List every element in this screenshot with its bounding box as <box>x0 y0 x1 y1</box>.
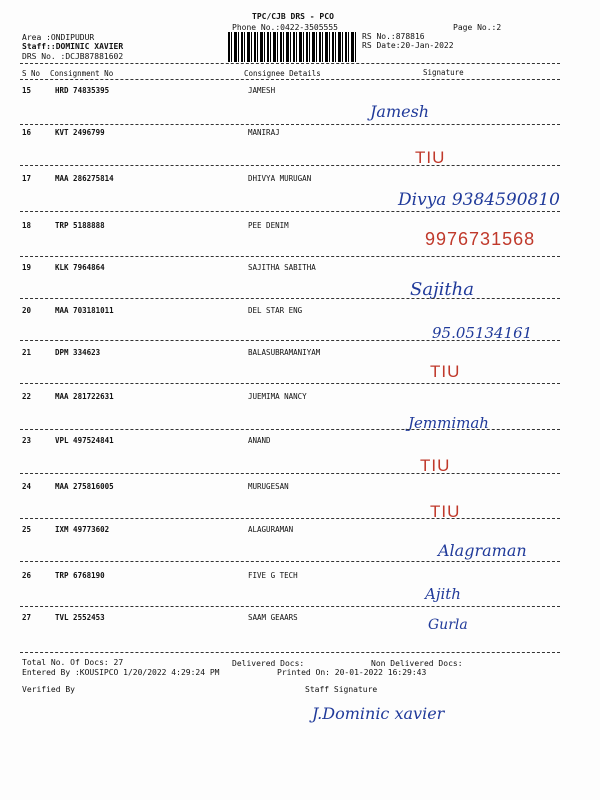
row-consignment: KVT 2496799 <box>55 128 105 137</box>
row-signature: Ajith <box>425 585 461 603</box>
row-consignee: DEL STAR ENG <box>248 306 303 315</box>
row-consignee: SAJITHA SABITHA <box>248 263 316 272</box>
row-consignment: IXM 49773602 <box>55 525 110 534</box>
row-signature: TIU <box>415 148 446 167</box>
row-signature: 9976731568 <box>425 229 536 249</box>
row-sno: 25 <box>22 525 32 534</box>
row-consignment: MAA 703181011 <box>55 306 114 315</box>
table-row <box>0 86 600 128</box>
row-sno: 26 <box>22 571 32 580</box>
row-sno: 17 <box>22 174 32 183</box>
row-consignee: BALASUBRAMANIYAM <box>248 348 321 357</box>
row-consignee: SAAM GEAARS <box>248 613 298 622</box>
table-row <box>0 436 600 478</box>
row-divider <box>20 606 560 607</box>
row-divider <box>20 383 560 384</box>
header-divider <box>20 63 560 64</box>
row-consignment: KLK 7964864 <box>55 263 105 272</box>
delivered-docs: Delivered Docs: <box>232 659 305 668</box>
barcode <box>228 32 356 62</box>
row-signature: Jamesh <box>370 102 430 121</box>
row-signature: Sajitha <box>410 279 474 300</box>
area-label: Area :ONDIPUDUR <box>22 33 95 42</box>
row-sno: 22 <box>22 392 32 401</box>
row-divider <box>20 211 560 212</box>
row-consignment: TRP 6768190 <box>55 571 105 580</box>
row-sno: 21 <box>22 348 32 357</box>
row-divider <box>20 652 560 653</box>
row-divider <box>20 473 560 474</box>
row-divider <box>20 124 560 125</box>
row-signature: Divya 9384590810 <box>398 190 560 210</box>
row-consignee: ALAGURAMAN <box>248 525 294 534</box>
row-divider <box>20 561 560 562</box>
row-consignment: HRD 74835395 <box>55 86 110 95</box>
row-sno: 20 <box>22 306 32 315</box>
row-divider <box>20 429 560 430</box>
staff-label: Staff::DOMINIC XAVIER <box>22 42 124 51</box>
row-sno: 23 <box>22 436 32 445</box>
staff-signature-label: Staff Signature <box>305 685 378 694</box>
col-sno-header: S No <box>22 69 41 78</box>
row-consignment: TRP 5188888 <box>55 221 105 230</box>
table-row <box>0 128 600 170</box>
phone-number: Phone No.:0422-3505555 <box>232 23 338 32</box>
rs-number: RS No.:878816 <box>362 32 425 41</box>
row-signature: TIU <box>430 362 461 381</box>
row-consignment: MAA 286275814 <box>55 174 114 183</box>
document-title: TPC/CJB DRS - PCO <box>252 12 334 21</box>
row-divider <box>20 518 560 519</box>
row-signature: TIU <box>420 456 451 475</box>
row-consignee: PEE DENIM <box>248 221 289 230</box>
row-consignment: VPL 497524841 <box>55 436 114 445</box>
row-consignee: MANIRAJ <box>248 128 280 137</box>
row-signature: Gurla <box>428 617 468 633</box>
col-consignee-header: Consignee Details <box>244 69 321 78</box>
row-consignment: DPM 334623 <box>55 348 101 357</box>
col-consignment-header: Consignment No <box>50 69 114 78</box>
table-row <box>0 306 600 348</box>
row-consignee: JAMESH <box>248 86 276 95</box>
row-sno: 24 <box>22 482 32 491</box>
column-header-divider <box>20 79 560 80</box>
table-row <box>0 392 600 434</box>
row-divider <box>20 165 560 166</box>
row-sno: 18 <box>22 221 32 230</box>
row-consignee: DHIVYA MURUGAN <box>248 174 312 183</box>
printed-on: Printed On: 20-01-2022 16:29:43 <box>277 668 427 677</box>
row-signature: Jemmimah <box>408 414 489 432</box>
drs-number: DRS No. :DCJB87881602 <box>22 52 124 61</box>
page-number: Page No.:2 <box>453 23 502 32</box>
row-sno: 19 <box>22 263 32 272</box>
table-row <box>0 174 600 216</box>
verified-by: Verified By <box>22 685 75 694</box>
row-divider <box>20 298 560 299</box>
rs-date: RS Date:20-Jan-2022 <box>362 41 454 50</box>
row-consignee: ANAND <box>248 436 271 445</box>
row-divider <box>20 340 560 341</box>
row-consignee: FIVE G TECH <box>248 571 298 580</box>
non-delivered-docs: Non Delivered Docs: <box>371 659 463 668</box>
table-row <box>0 613 600 655</box>
row-consignment: MAA 275816005 <box>55 482 114 491</box>
row-sno: 15 <box>22 86 32 95</box>
row-signature: TIU <box>430 502 461 521</box>
col-signature-header: Signature <box>423 68 464 77</box>
total-docs: Total No. Of Docs: 27 <box>22 658 124 667</box>
row-sno: 27 <box>22 613 32 622</box>
row-consignee: MURUGESAN <box>248 482 289 491</box>
staff-signature: J.Dominic xavier <box>312 704 445 723</box>
row-signature: 95.05134161 <box>432 324 533 342</box>
row-sno: 16 <box>22 128 32 137</box>
row-signature: Alagraman <box>438 541 527 560</box>
entered-by: Entered By :KOUSIPCO 1/20/2022 4:29:24 PM <box>22 668 220 677</box>
row-consignee: JUEMIMA NANCY <box>248 392 307 401</box>
row-divider <box>20 256 560 257</box>
row-consignment: MAA 281722631 <box>55 392 114 401</box>
row-consignment: TVL 2552453 <box>55 613 105 622</box>
